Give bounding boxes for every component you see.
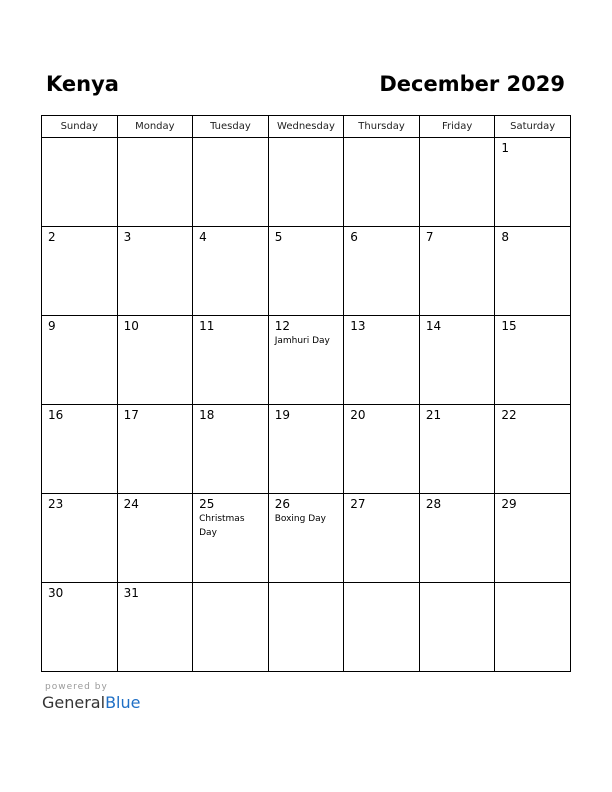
weekday-saturday: Saturday — [495, 116, 571, 138]
day-cell — [344, 494, 420, 583]
day-number: 5 — [274, 230, 283, 244]
day-cell — [268, 227, 344, 316]
day-cell — [419, 494, 495, 583]
day-cell — [42, 583, 118, 672]
day-cell — [42, 227, 118, 316]
week-row — [42, 316, 571, 405]
day-cell — [42, 316, 118, 405]
week-row — [42, 583, 571, 672]
holiday-label: Christmas Day — [199, 514, 245, 538]
weekday-friday: Friday — [419, 116, 495, 138]
week-row — [42, 405, 571, 494]
day-cell — [268, 494, 344, 583]
day-number: 22 — [501, 408, 517, 422]
weekday-monday: Monday — [117, 116, 193, 138]
day-cell — [419, 583, 495, 672]
day-cell — [419, 316, 495, 405]
day-number: 10 — [123, 319, 139, 333]
day-number: 17 — [123, 408, 139, 422]
day-cell — [117, 316, 193, 405]
day-number: 26 — [274, 497, 290, 511]
day-cell — [495, 227, 571, 316]
day-cell — [344, 583, 420, 672]
day-cell — [117, 583, 193, 672]
week-row — [42, 138, 571, 227]
week-row — [42, 227, 571, 316]
day-cell — [268, 316, 344, 405]
calendar-grid — [41, 115, 571, 672]
day-number: 7 — [425, 230, 434, 244]
day-cell — [193, 405, 269, 494]
weekday-header-row — [42, 116, 571, 138]
day-cell — [117, 227, 193, 316]
weekday-sunday: Sunday — [42, 116, 118, 138]
brand-logo — [42, 692, 140, 714]
week-row — [42, 494, 571, 583]
day-number: 6 — [350, 230, 358, 244]
day-number: 11 — [199, 319, 215, 333]
day-cell — [193, 138, 269, 227]
day-cell — [344, 227, 420, 316]
day-number: 29 — [501, 497, 517, 511]
day-cell — [117, 494, 193, 583]
day-cell — [268, 138, 344, 227]
day-number: 1 — [501, 141, 510, 155]
day-cell — [495, 583, 571, 672]
day-cell — [495, 138, 571, 227]
day-number: 18 — [199, 408, 215, 422]
brand-general: General — [42, 693, 106, 712]
day-number: 20 — [350, 408, 366, 422]
day-number: 25 — [199, 497, 215, 511]
weekday-tuesday: Tuesday — [193, 116, 269, 138]
day-number: 31 — [123, 586, 139, 600]
day-cell — [419, 138, 495, 227]
day-cell — [344, 405, 420, 494]
day-number: 14 — [425, 319, 442, 333]
day-cell — [268, 405, 344, 494]
day-number: 27 — [350, 497, 366, 511]
month-title: December 2029 — [379, 72, 565, 96]
day-cell — [193, 316, 269, 405]
holiday-label: Jamhuri Day — [274, 336, 330, 346]
day-cell — [193, 227, 269, 316]
day-number: 21 — [425, 408, 442, 422]
day-number: 9 — [48, 319, 56, 333]
country-title: Kenya — [46, 72, 119, 96]
day-number: 8 — [501, 230, 510, 244]
day-cell — [344, 316, 420, 405]
day-number: 30 — [48, 586, 64, 600]
day-cell — [117, 405, 193, 494]
day-number: 19 — [274, 408, 290, 422]
day-cell — [268, 583, 344, 672]
day-cell — [495, 405, 571, 494]
day-cell — [193, 494, 269, 583]
day-cell — [42, 138, 118, 227]
day-number: 28 — [425, 497, 442, 511]
day-number: 13 — [350, 319, 366, 333]
day-cell — [193, 583, 269, 672]
day-cell — [495, 316, 571, 405]
weekday-wednesday: Wednesday — [268, 116, 344, 138]
day-number: 2 — [48, 230, 56, 244]
day-number: 12 — [274, 319, 290, 333]
day-number: 3 — [123, 230, 132, 244]
day-number: 24 — [123, 497, 139, 511]
weekday-thursday: Thursday — [344, 116, 420, 138]
day-cell — [42, 405, 118, 494]
holiday-label: Boxing Day — [274, 514, 326, 524]
day-cell — [117, 138, 193, 227]
day-number: 15 — [501, 319, 517, 333]
day-cell — [419, 227, 495, 316]
day-cell — [495, 494, 571, 583]
day-number: 23 — [48, 497, 64, 511]
day-cell — [42, 494, 118, 583]
day-number: 4 — [199, 230, 207, 244]
day-cell — [344, 138, 420, 227]
day-cell — [419, 405, 495, 494]
brand-blue: Blue — [105, 693, 141, 712]
powered-by-label: powered by — [45, 682, 108, 692]
day-number: 16 — [48, 408, 64, 422]
